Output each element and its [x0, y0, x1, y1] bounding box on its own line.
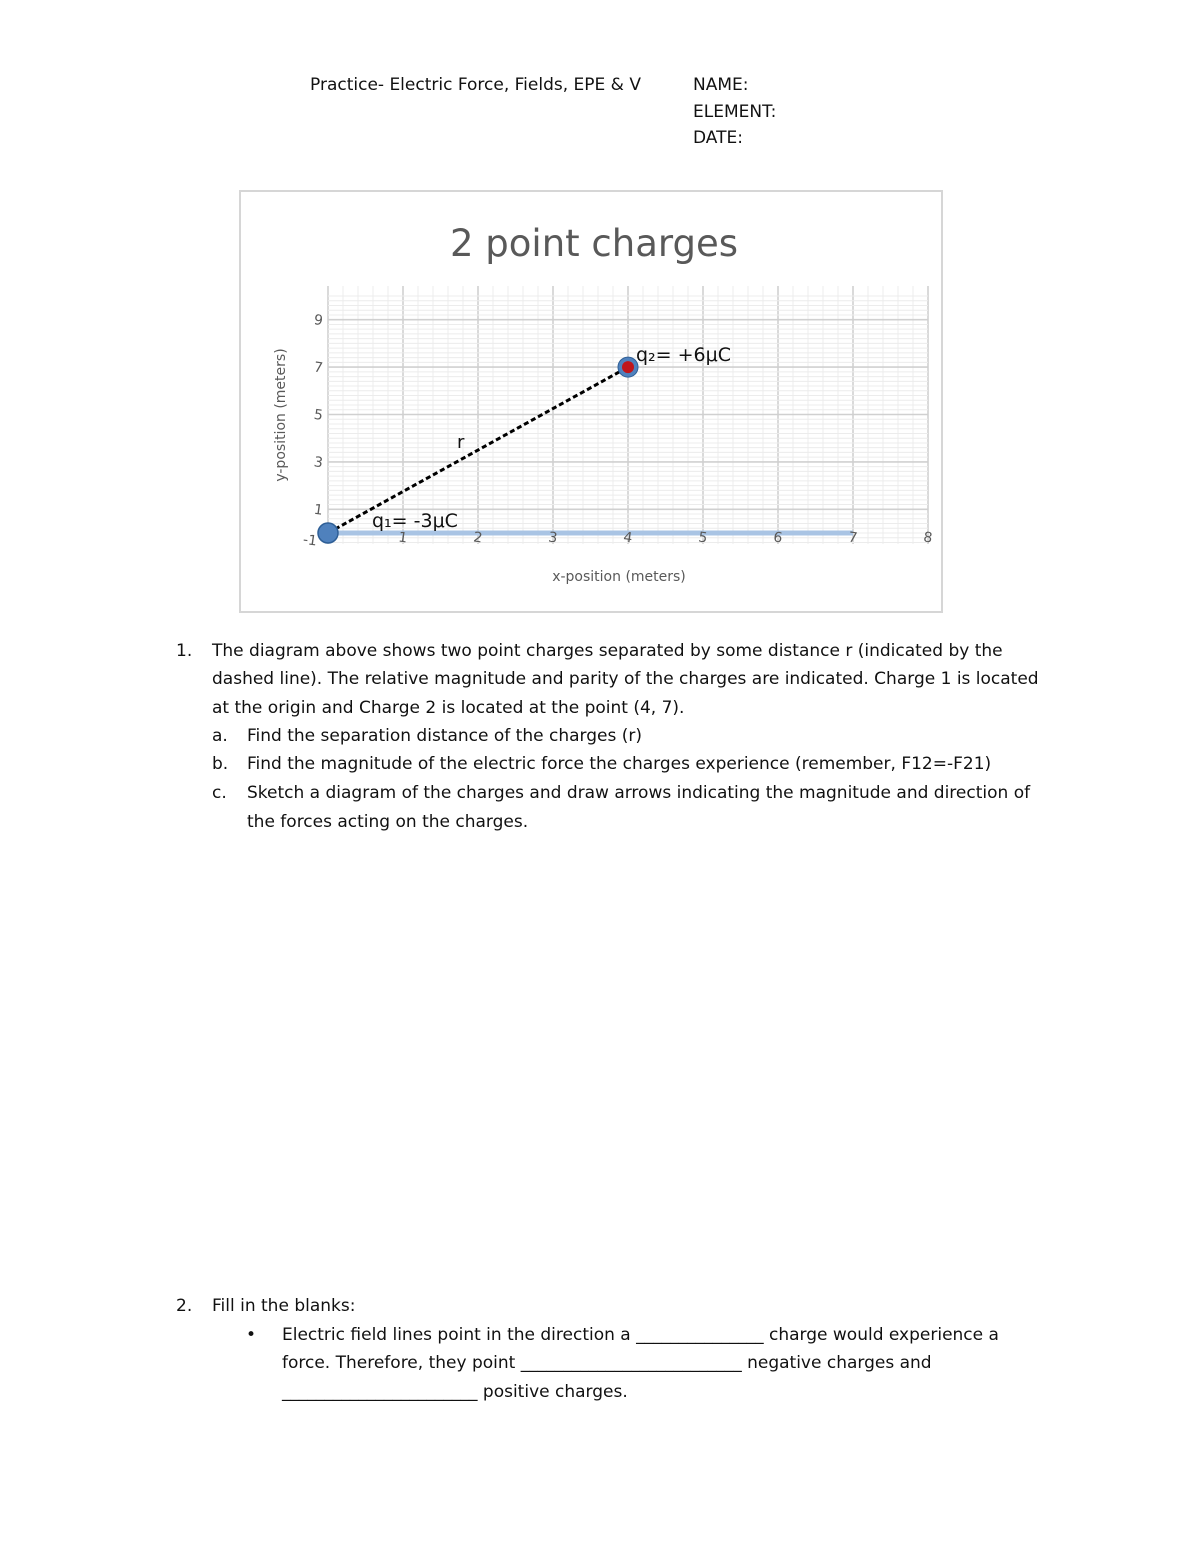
subquestion-letter: a.: [212, 725, 228, 746]
bullet-icon: •: [246, 1324, 257, 1345]
fill-blank-line: _______________________ positive charges.: [282, 1382, 628, 1403]
y-tick-label: 9: [312, 312, 324, 330]
charge-point: [318, 523, 338, 543]
charge-label: q₂= +6μC: [636, 344, 731, 367]
x-tick-label: 7: [847, 529, 859, 547]
y-axis-label: y-position (meters): [273, 348, 289, 482]
subquestion-text-line: Sketch a diagram of the charges and draw arrows indicating the magnitude and direction of: [247, 782, 1031, 803]
chart-gridlines: [328, 286, 928, 547]
x-tick-label: 1: [397, 529, 409, 547]
subquestion-text-line: Find the separation distance of the charges (r): [247, 725, 642, 746]
worksheet-title: Practice- Electric Force, Fields, EPE & V: [310, 75, 641, 95]
charge-label: q₁= -3μC: [372, 510, 458, 532]
y-tick-label: 7: [312, 359, 324, 377]
y-tick-label: 5: [312, 406, 324, 424]
question-text-line: dashed line). The relative magnitude and parity of the charges are indicated. Charge 1 is located: [212, 669, 1039, 690]
subquestion-letter: c.: [212, 782, 227, 803]
x-axis-label: x-position (meters): [552, 569, 686, 585]
question-text-line: The diagram above shows two point charges separated by some distance r (indicated by the: [212, 641, 1003, 661]
x-tick-label: 2: [472, 529, 484, 547]
point-layer: [318, 344, 731, 543]
fill-blank-line: force. Therefore, they point __________________________ negative charges and: [282, 1353, 932, 1374]
question-text-line: Fill in the blanks:: [212, 1296, 356, 1316]
date-label: DATE:: [693, 128, 743, 148]
x-tick-label: 5: [697, 529, 709, 547]
question-text-line: at the origin and Charge 2 is located at the point (4, 7).: [212, 697, 685, 718]
x-tick-label: 8: [922, 529, 934, 547]
chart-container: [239, 190, 943, 613]
fill-blank-line: Electric field lines point in the direction a _______________ charge would experience a: [282, 1324, 999, 1345]
question-number: 1.: [176, 641, 193, 661]
separation-label: r: [457, 432, 465, 453]
x-tick-label: 4: [622, 529, 634, 547]
y-tick-label: 1: [312, 501, 324, 519]
x-tick-label: 6: [772, 529, 784, 547]
subquestion-text-line: Find the magnitude of the electric force the charges experience (remember, F12=-F21): [247, 754, 992, 775]
charge-point: [622, 361, 634, 373]
element-label: ELEMENT:: [693, 101, 777, 122]
chart: [241, 192, 941, 611]
name-label: NAME:: [693, 75, 749, 95]
y-tick-label: -1: [301, 531, 318, 550]
chart-title: 2 point charges: [450, 222, 738, 265]
y-tick-label: 3: [312, 454, 324, 472]
x-tick-label: 3: [547, 529, 559, 547]
subquestion-text-line: the forces acting on the charges.: [247, 811, 529, 832]
question-number: 2.: [176, 1296, 193, 1316]
student-info-block: [693, 72, 776, 152]
subquestion-letter: b.: [212, 754, 229, 775]
